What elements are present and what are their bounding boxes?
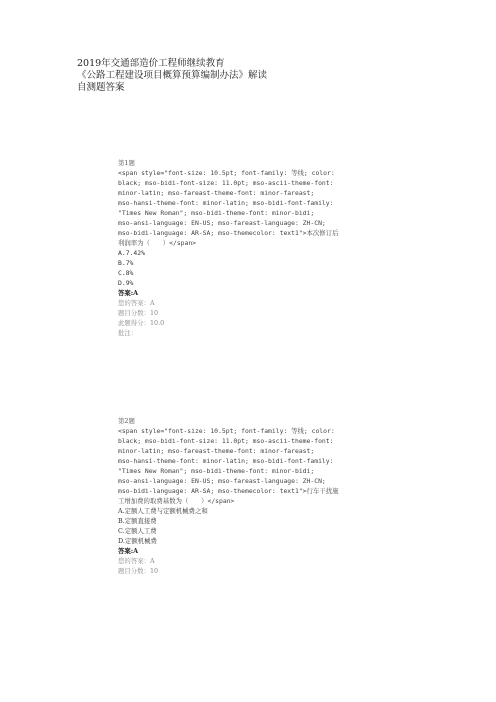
header-caption: 自测题答案 [77,82,125,93]
question-score: 题目分数：10 [118,567,159,575]
option-c: C.定额人工费 [118,527,157,535]
question-block-2 [118,416,380,576]
header-title: 2019年交通部造价工程师继续教育 [77,58,225,69]
option-a: A.定额人工费与定额机械费之和 [118,507,208,515]
question-code-line: mso-bidi-language: AR-SA; mso-themecolor: text1">行车干扰施 [118,487,339,495]
question-title: 第1题 [118,159,135,167]
question-code-line: mso-bidi-language: AR-SA; mso-themecolor: text1">本次修订后 [118,229,339,237]
question-code-line: 利润率为（ ）</span> [118,239,197,247]
question-code-line: mso-hansi-theme-font: minor-latin; mso-bidi-font-family: [118,199,334,207]
correct-answer: 答案:A [118,547,139,555]
your-answer: 您的答案：A [118,557,155,565]
question-code-line: "Times New Roman"; mso-bidi-theme-font: minor-bidi; [118,467,315,475]
earned-score: 此题得分：10.0 [118,319,165,327]
question-code-line: black; mso-bidi-font-size: 11.0pt; mso-ascii-theme-font: [118,179,334,187]
document-header [77,58,267,94]
question-code-line: "Times New Roman"; mso-bidi-theme-font: minor-bidi; [118,209,315,217]
question-code-line: minor-latin; mso-fareast-theme-font: minor-fareast; [118,447,315,455]
comment-label: 批注： [118,329,138,337]
question-code-line: 工增加费的取费基数为（ ）</span> [118,497,235,505]
option-a: A.7.42% [118,249,145,257]
question-code-line: mso-hansi-theme-font: minor-latin; mso-bidi-font-family: [118,457,334,465]
question-code-line: minor-latin; mso-fareast-theme-font: minor-fareast; [118,189,315,197]
question-code-line: black; mso-bidi-font-size: 11.0pt; mso-ascii-theme-font: [118,437,334,445]
question-code-line: mso-ansi-language: EN-US; mso-fareast-language: ZH-CN; [118,477,326,485]
option-b: B.定额直接费 [118,517,157,525]
question-code-line: <span style="font-size: 10.5pt; font-family: 等线; color: [118,169,335,177]
question-block-1 [118,158,380,338]
question-score: 题目分数：10 [118,309,159,317]
question-title: 第2题 [118,417,135,425]
question-code-line: <span style="font-size: 10.5pt; font-family: 等线; color: [118,427,335,435]
option-d: D.定额机械费 [118,537,157,545]
question-code-line: mso-ansi-language: EN-US; mso-fareast-language: ZH-CN; [118,219,326,227]
your-answer: 您的答案：A [118,299,155,307]
header-subtitle: 《公路工程建设项目概算预算编制办法》解读 [77,70,268,81]
option-c: C.8% [118,269,134,277]
correct-answer: 答案:A [118,289,139,297]
option-d: D.9% [118,279,134,287]
option-b: B.7% [118,259,134,267]
